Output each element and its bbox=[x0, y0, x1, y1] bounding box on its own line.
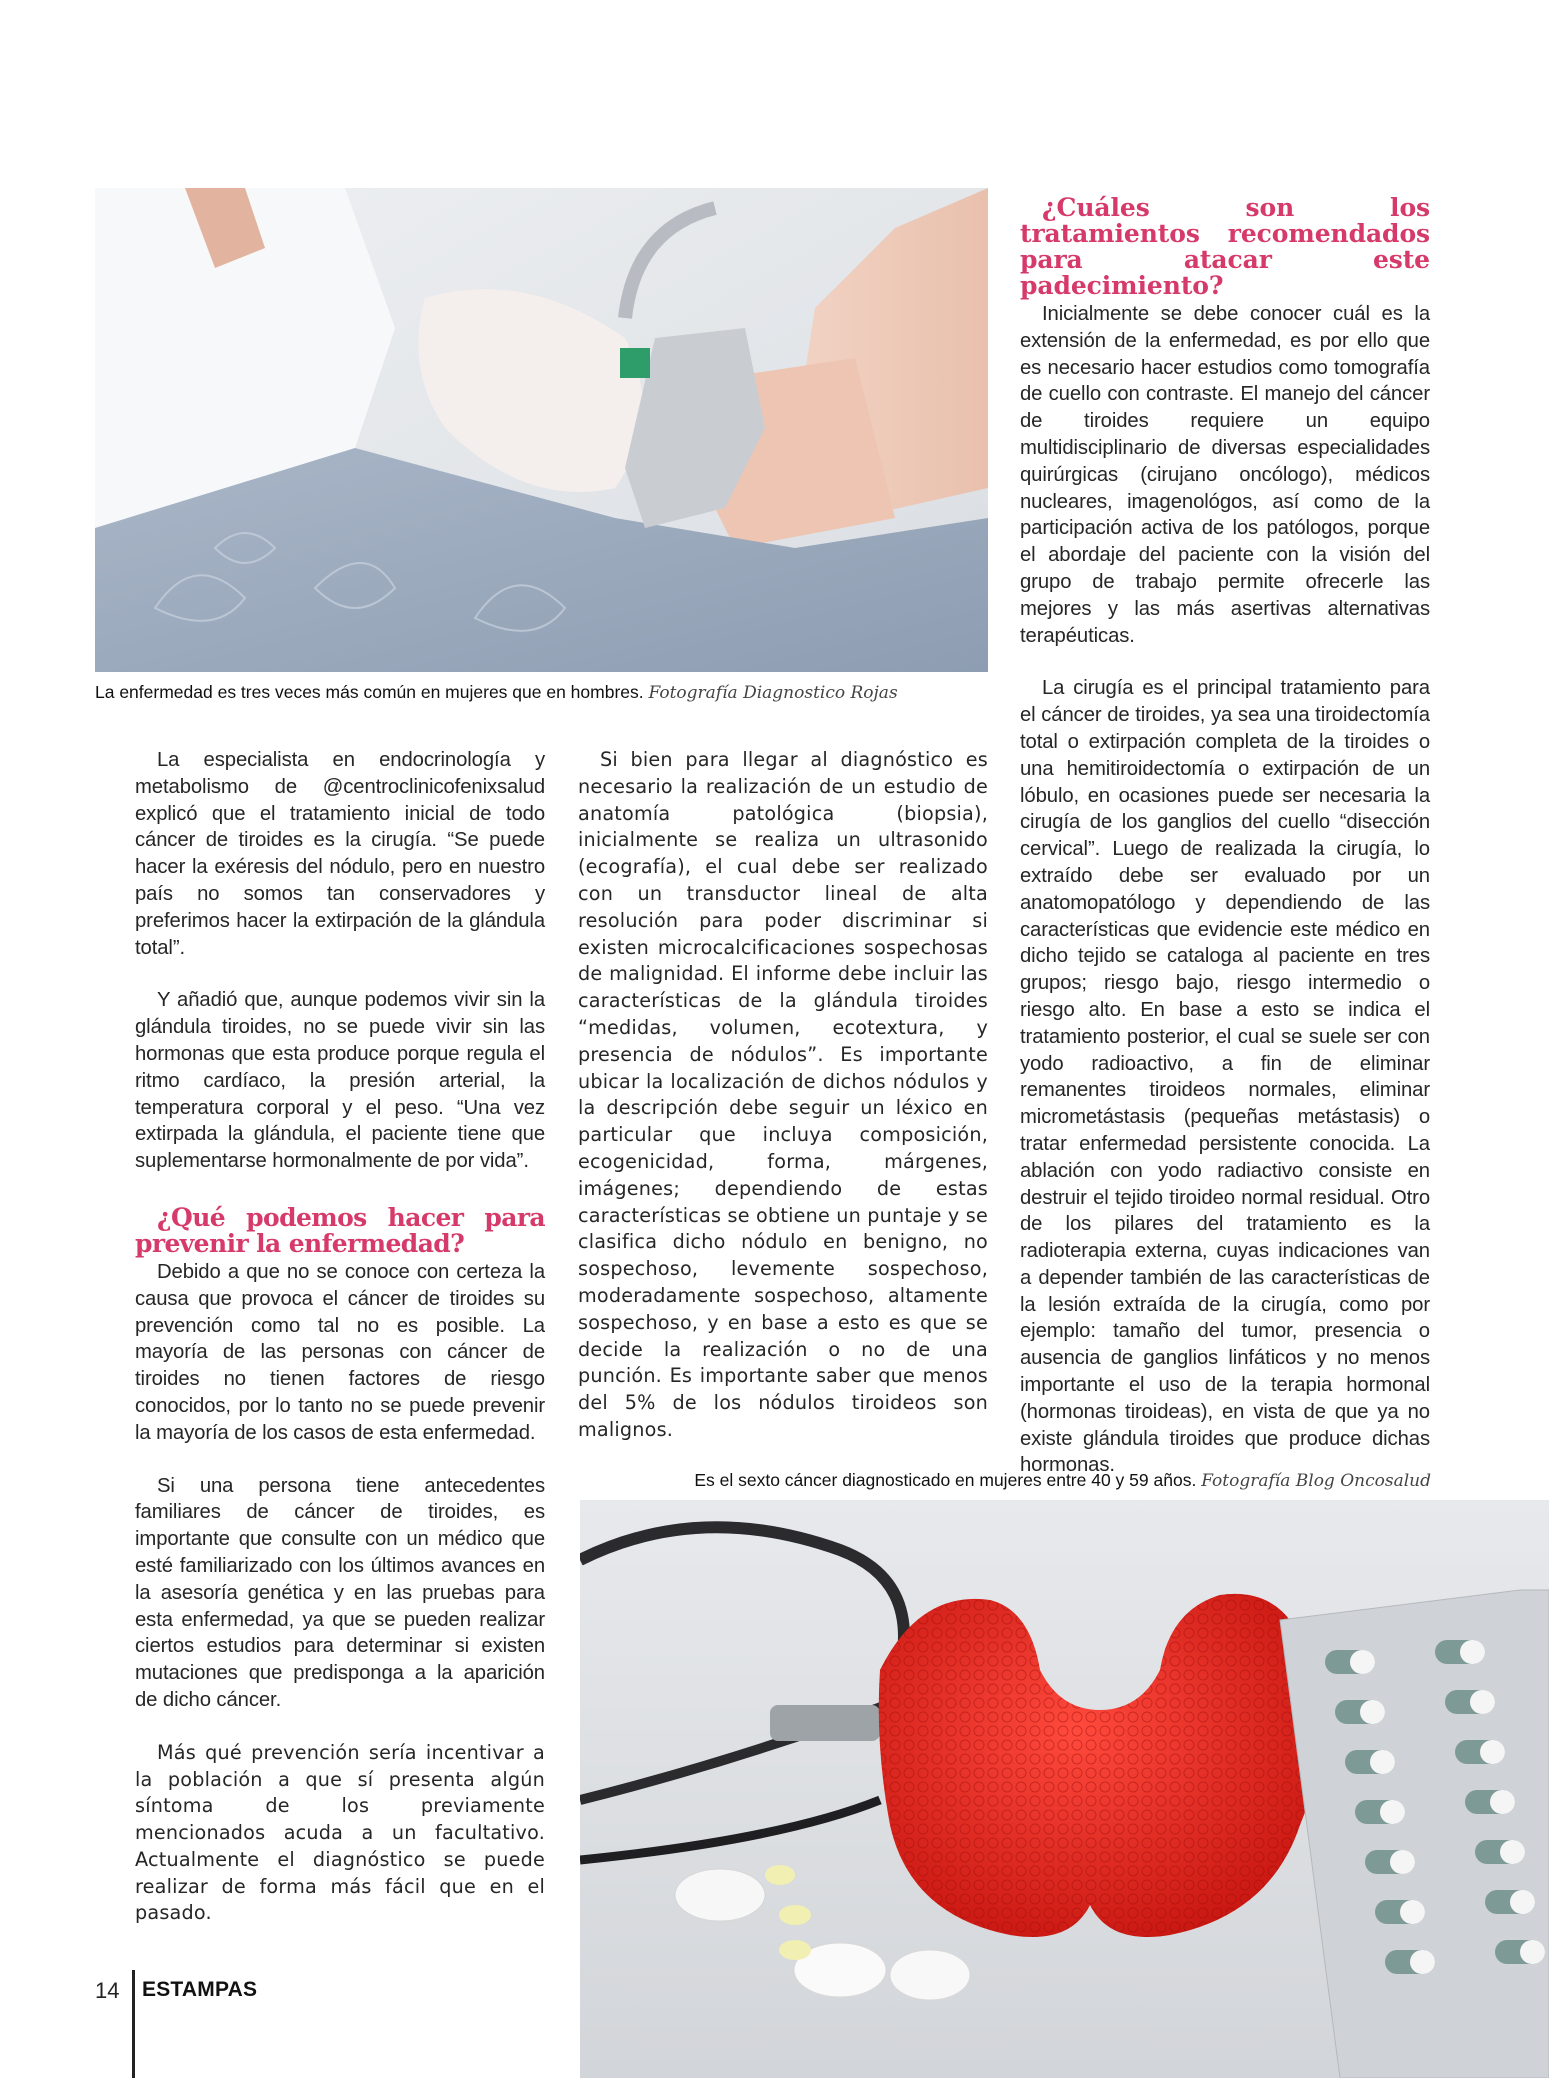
col1-heading: ¿Qué podemos hacer para prevenir la enfermedad? bbox=[135, 1202, 545, 1258]
bottom-caption-text: Es el sexto cáncer diagnosticado en mujeres entre 40 y 59 años. bbox=[694, 1470, 1197, 1490]
thyroid-photo bbox=[580, 1500, 1549, 2078]
col2-paragraph-1: Si bien para llegar al diagnóstico es necesario la realización de un estudio de anatomía patológica (biopsia), inicialmente se realiza un ultrasonido (ecografía), el cual debe ser realizado con un transductor lineal de alta resolución para poder discriminar si existen microcalcificaciones sospechosas de malignidad. El informe debe incluir las características de la glándula tiroides “medidas, volumen, ecotextura, y presencia de nódulos”. Es importante ubicar la localización de dichos nódulos y la descripción debe seguir un léxico en particular que incluya composición, ecogenicidad, forma, márgenes, imágenes; dependiendo de estas características se obtiene un puntaje y se clasifica dicho nódulo en benigno, no sospechoso, levemente sospechoso, moderadamente sospechoso, altamente sospechoso, y en base a esto es que se decide la realización o no de una punción. Es importante saber que menos del 5% de los nódulos tiroideos son malignos. bbox=[578, 748, 988, 1441]
footer-divider bbox=[132, 1970, 135, 2078]
top-caption-credit: Fotografía Diagnostico Rojas bbox=[648, 683, 898, 703]
col1-paragraph-5: Más qué prevención sería incentivar a la población a que sí presenta algún síntoma de los previamente mencionados acuda a un facultativo. Actualmente el diagnóstico se puede realizar de forma más fácil que en el pasado. bbox=[135, 1740, 545, 1925]
bottom-caption-credit: Fotografía Blog Oncosalud bbox=[1201, 1471, 1431, 1491]
bottom-photo-caption bbox=[694, 1470, 1431, 1491]
col1-paragraph-1: La especialista en endocrinología y metabolismo de @centroclinicofenixsalud explicó que el tratamiento inicial de todo cáncer de tiroides es la cirugía. “Se puede hacer la exéresis del nódulo, pero en nuestro país no somos tan conservadores y preferimos hacer la extirpación de la glándula total”. bbox=[135, 749, 545, 959]
ultrasound-photo bbox=[95, 188, 988, 672]
column-2 bbox=[578, 747, 988, 1444]
magazine-brand: ESTAMPAS bbox=[142, 1978, 258, 2001]
col3-heading: ¿Cuáles son los tratamientos recomendados para atacar este padecimiento? bbox=[1020, 193, 1430, 300]
top-photo-caption bbox=[95, 682, 898, 703]
column-3 bbox=[1020, 195, 1430, 1479]
top-caption-text: La enfermedad es tres veces más común en mujeres que en hombres. bbox=[95, 682, 644, 702]
column-1 bbox=[135, 747, 545, 1927]
col1-paragraph-4: Si una persona tiene antecedentes familiares de cáncer de tiroides, es importante que consulte con un médico que esté familiarizado con los últimos avances en la asesoría genética y en las pruebas para esta enfermedad, ya que se pueden realizar ciertos estudios para determinar si existen mutaciones que predisponga a la aparición de dicho cáncer. bbox=[135, 1474, 545, 1711]
col1-paragraph-3: Debido a que no se conoce con certeza la causa que provoca el cáncer de tiroides su prevención como tal no es posible. La mayoría de las personas con cáncer de tiroides no tienen factores de riesgo conocidos, por lo tanto no se puede prevenir la mayoría de los casos de esta enfermedad. bbox=[135, 1260, 545, 1444]
col1-paragraph-2: Y añadió que, aunque podemos vivir sin la glándula tiroides, no se puede vivir sin las hormonas que esta produce porque regula el ritmo cardíaco, la presión arterial, la temperatura corporal y el peso. “Una vez extirpada la glándula, el paciente tiene que suplementarse hormonalmente de por vida”. bbox=[135, 989, 545, 1173]
col3-paragraph-1: Inicialmente se debe conocer cuál es la extensión de la enfermedad, es por ello que es necesario hacer estudios como tomografía de cuello con contraste. El manejo del cáncer de tiroides requiere un equipo multidisciplinario de diversas especialidades quirúrgicas (cirujano oncólogo), médicos nucleares, imagenológos, así como de la participación activa de los patólogos, porque el abordaje del paciente con la visión del grupo de trabajo permite ofrecerle las mejores y las más asertivas alternativas terapéuticas. bbox=[1020, 303, 1430, 647]
page-number: 14 bbox=[95, 1978, 120, 2003]
col3-paragraph-2: La cirugía es el principal tratamiento para el cáncer de tiroides, ya sea una tiroidectomía total o extirpación completa de la tiroides o una hemitiroidectomía o extirpación de un lóbulo, en ocasiones puede ser necesaria la cirugía de los ganglios del cuello “disección cervical”. Luego de realizada la cirugía, lo extraído debe ser evaluado por un anatomopatólogo y dependiendo de las características que evidencie este médico en dicho tejido se cataloga al paciente en tres grupos; riesgo bajo, riesgo intermedio o riesgo alto. En base a esto se indica el tratamiento posterior, el cual se suele ser con yodo radioactivo, a fin de eliminar remanentes tiroideos normales, eliminar micrometástasis (pequeñas metástasis) o tratar enfermedad persistente conocida. La ablación con yodo radiactivo consiste en destruir el tejido tiroideo normal residual. Otro de los pilares del tratamiento es la radioterapia externa, cuyas indicaciones van a depender también de las características de la lesión extraída de la cirugía, como por ejemplo: tamaño del tumor, presencia o ausencia de ganglios linfáticos y no menos importante el uso de la terapia hormonal (hormonas tiroideas), en vista de que ya no existe glándula tiroides que produce dichas hormonas. bbox=[1020, 677, 1430, 1477]
